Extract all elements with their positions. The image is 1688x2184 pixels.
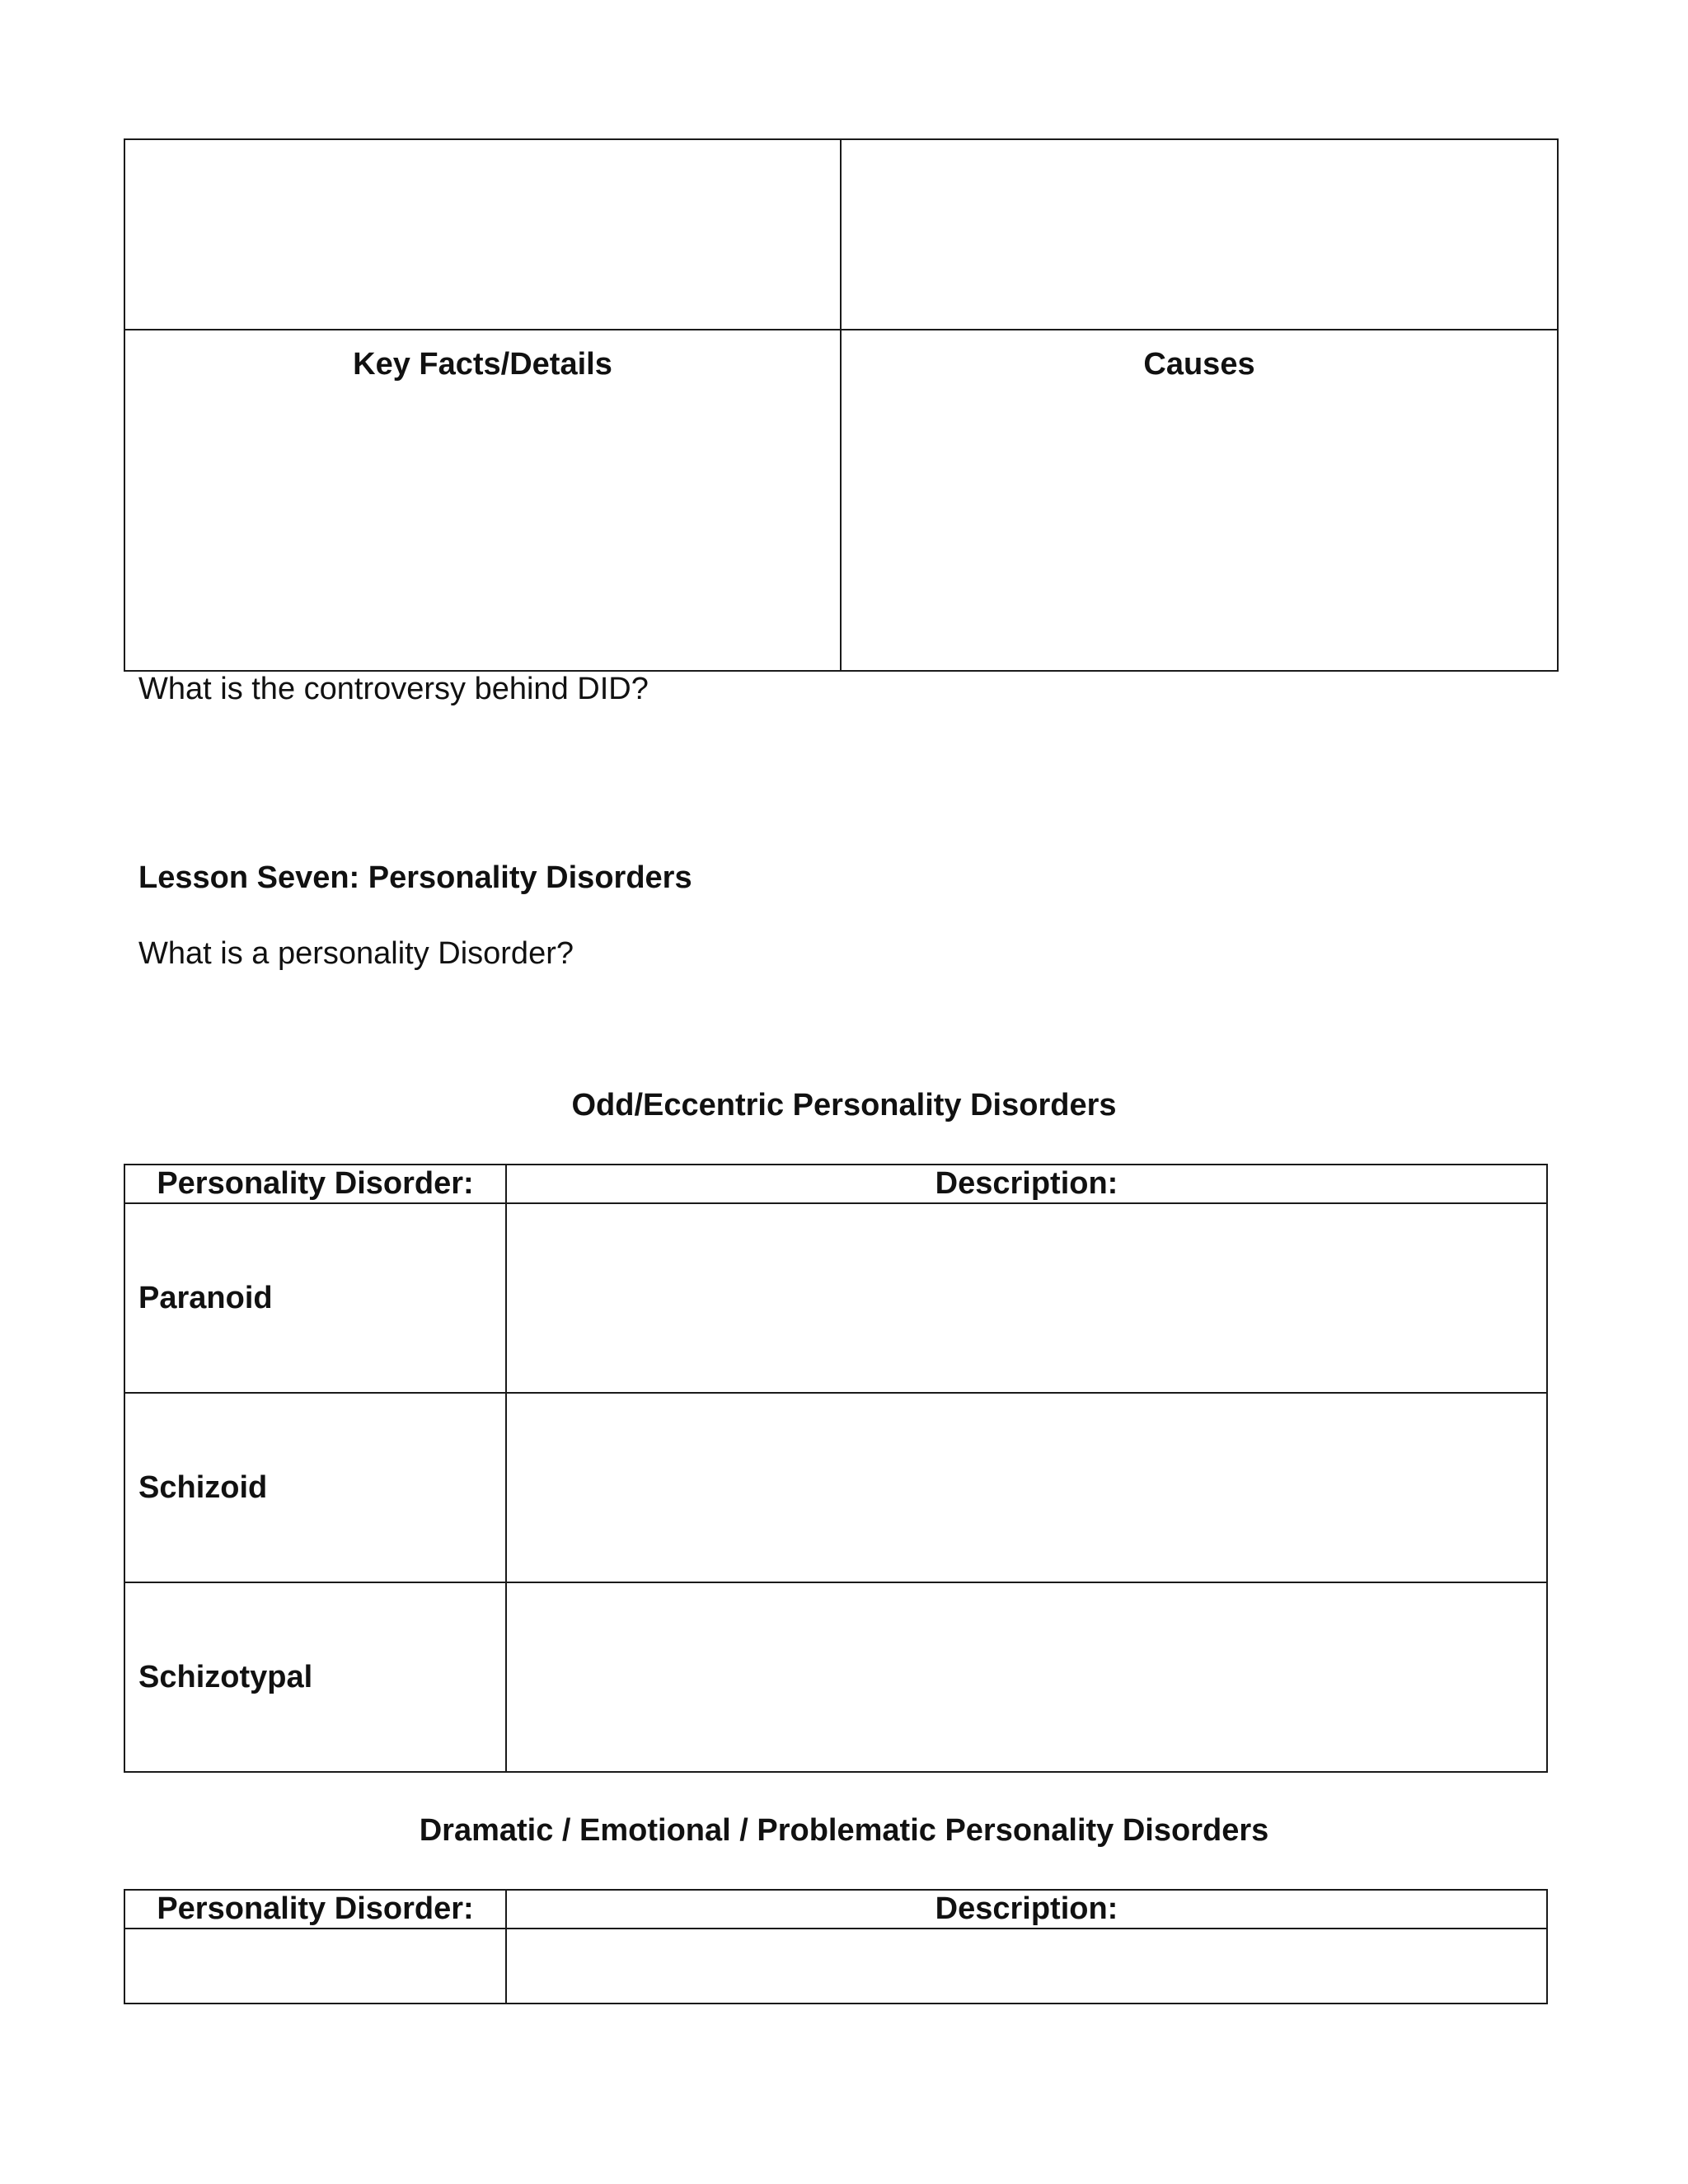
personality-question: What is a personality Disorder? xyxy=(138,936,574,971)
description-cell-paranoid[interactable] xyxy=(506,1203,1547,1393)
dramatic-disorders-table xyxy=(124,1889,1548,2004)
dramatic-description-cell[interactable] xyxy=(506,1929,1547,2004)
table-row xyxy=(124,1929,1547,2004)
did-blank-row xyxy=(124,139,1558,330)
lesson-heading: Lesson Seven: Personality Disorders xyxy=(138,860,692,895)
disorder-name-cell xyxy=(124,1203,506,1393)
disorder-name-schizotypal: Schizotypal xyxy=(138,1659,313,1694)
causes-cell[interactable] xyxy=(841,330,1558,671)
dramatic-description-column-header: Description: xyxy=(506,1890,1547,1929)
controversy-question: What is the controversy behind DID? xyxy=(138,672,649,706)
description-cell-schizoid[interactable] xyxy=(506,1393,1547,1582)
key-facts-cell[interactable] xyxy=(124,330,841,671)
did-blank-cell-left[interactable] xyxy=(124,139,841,330)
dramatic-section-title: Dramatic / Emotional / Problematic Personality Disorders xyxy=(419,1813,1269,1848)
causes-header: Causes xyxy=(1143,347,1255,382)
dramatic-header-row xyxy=(124,1890,1547,1929)
description-cell-schizotypal[interactable] xyxy=(506,1582,1547,1772)
table-row xyxy=(124,1582,1547,1772)
dramatic-disorder-name-cell[interactable] xyxy=(124,1929,506,2004)
table-row xyxy=(124,1203,1547,1393)
disorder-name-cell xyxy=(124,1582,506,1772)
odd-section-title: Odd/Eccentric Personality Disorders xyxy=(571,1088,1117,1122)
disorder-name-cell xyxy=(124,1393,506,1582)
odd-disorder-column-header: Personality Disorder: xyxy=(124,1165,506,1203)
did-blank-cell-right[interactable] xyxy=(841,139,1558,330)
dramatic-disorder-column-header: Personality Disorder: xyxy=(124,1890,506,1929)
odd-disorders-table xyxy=(124,1164,1548,1773)
did-table xyxy=(124,138,1559,672)
did-content-row xyxy=(124,330,1558,671)
key-facts-header: Key Facts/Details xyxy=(353,347,612,382)
disorder-name-paranoid: Paranoid xyxy=(138,1280,273,1315)
disorder-name-schizoid: Schizoid xyxy=(138,1469,268,1505)
odd-header-row xyxy=(124,1165,1547,1203)
odd-description-column-header: Description: xyxy=(506,1165,1547,1203)
table-row xyxy=(124,1393,1547,1582)
